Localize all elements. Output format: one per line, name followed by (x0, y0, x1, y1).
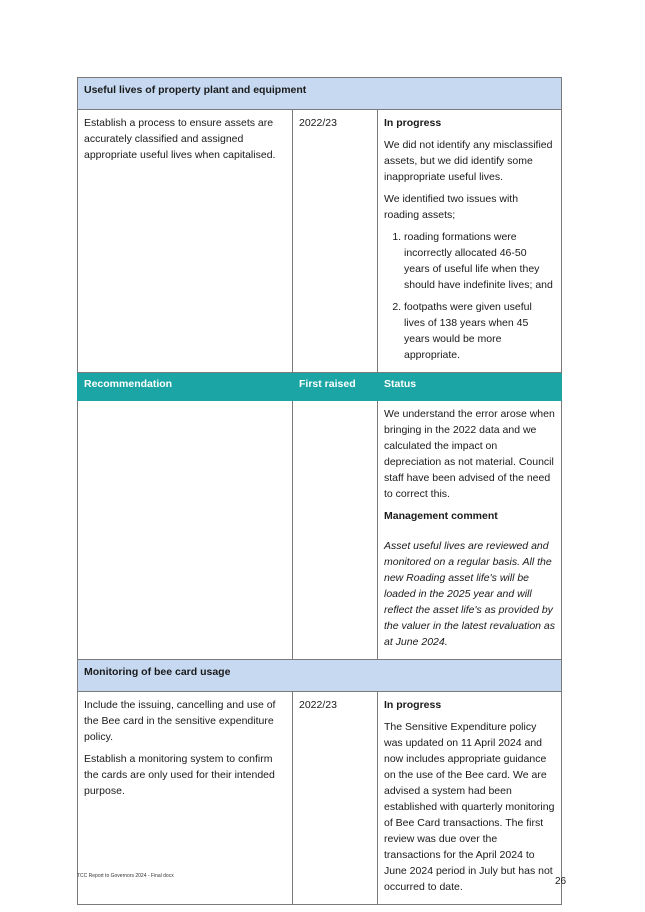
column-header-status: Status (378, 373, 562, 401)
footer-document-name: TCC Report to Governors 2024 - Final docx (77, 873, 174, 879)
first-raised-cell: 2022/23 (293, 692, 378, 905)
table-row (78, 110, 562, 373)
section-header-row (78, 660, 562, 692)
management-comment-text: Asset useful lives are reviewed and monitored on a regular basis. All the new Roading asset life's will be loaded in the 2025 year and will reflect the asset life's as provided by the valuer in the latest revaluation as at June 2024. (384, 540, 556, 648)
section-title: Useful lives of property plant and equipment (78, 78, 562, 110)
status-label: In progress (384, 699, 442, 711)
recommendation-text: Establish a process to ensure assets are accurately classified and assigned appropriate useful lives when capitalised. (84, 117, 276, 161)
column-header-first-raised: First raised (293, 373, 378, 401)
status-cell (378, 110, 562, 373)
recommendation-text: Include the issuing, cancelling and use of the Bee card in the sensitive expenditure policy. (84, 699, 276, 743)
status-label: In progress (384, 117, 442, 129)
status-cell (378, 692, 562, 905)
column-header-row (78, 373, 562, 401)
section-title: Monitoring of bee card usage (78, 660, 562, 692)
column-header-recommendation: Recommendation (78, 373, 293, 401)
first-raised-cell: 2022/23 (293, 110, 378, 373)
page-number: 26 (555, 876, 567, 887)
section-header-row (78, 78, 562, 110)
management-comment-label: Management comment (384, 510, 498, 522)
status-cell (378, 401, 562, 660)
status-list (384, 229, 555, 363)
status-text: We identified two issues with roading assets; (384, 193, 519, 221)
status-text: The Sensitive Expenditure policy was updated on 11 April 2024 and now includes appropriate guidance on the use of the Bee card. We are advised a system had been established with quarterly monitoring of Bee Card transactions. The first review was due over the transactions for the April 2024 to June 2024 period in July but has not occurred to date. (384, 721, 555, 893)
list-item: 1. roading formations were incorrectly allocated 46-50 years of useful life when they should have indefinite lives; and (404, 229, 555, 293)
status-text: We did not identify any misclassified assets, but we did identify some inappropriate useful lives. (384, 139, 553, 183)
recommendation-text: Establish a monitoring system to confirm the cards are only used for their intended purpose. (84, 753, 275, 797)
list-item: 2. footpaths were given useful lives of 138 years when 45 years would be more appropriate. (404, 299, 555, 363)
status-text: We understand the error arose when bringing in the 2022 data and we calculated the impact on depreciation as not material. Council staff have been advised of the need to correct this. (384, 408, 555, 500)
recommendations-table (77, 77, 562, 905)
recommendation-cell (78, 401, 293, 660)
recommendation-cell (78, 110, 293, 373)
first-raised-cell (293, 401, 378, 660)
table-row (78, 401, 562, 660)
